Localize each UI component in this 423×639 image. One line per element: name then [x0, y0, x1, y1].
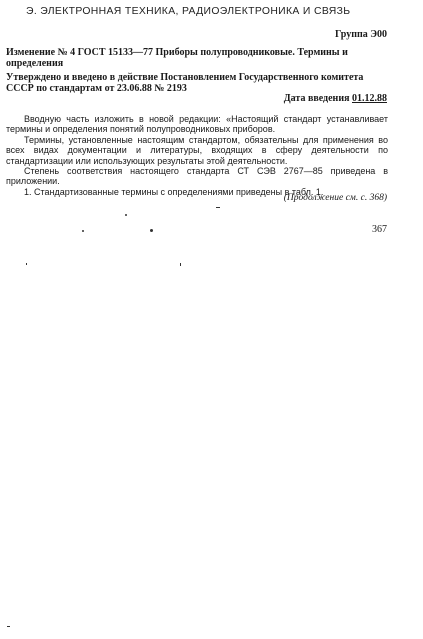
scan-speck — [7, 626, 10, 627]
body-paragraph: Степень соответствия настоящего стандарта СТ СЭВ 2767—85 приведена в приложении. — [6, 166, 388, 187]
scan-speck — [150, 229, 153, 232]
scan-speck — [216, 207, 220, 208]
scan-speck — [125, 214, 127, 216]
body-paragraph: 1. Стандартизованные термины с определениями приведены в табл. 1. — [24, 186, 324, 197]
body-text — [6, 114, 388, 197]
effective-date-value: 01.12.88 — [352, 93, 387, 104]
effective-date-line — [284, 93, 387, 104]
approval-statement: Утверждено и введено в действие Постановлением Государственного комитета СССР по стандартам от 23.06.88 № 2193 — [6, 72, 364, 94]
amendment-title: Изменение № 4 ГОСТ 15133—77 Приборы полупроводниковые. Термины и определения — [6, 47, 348, 69]
scan-speck — [26, 263, 27, 265]
effective-date-label: Дата введения — [283, 93, 350, 104]
scan-speck — [180, 263, 181, 266]
section-header: Э. ЭЛЕКТРОННАЯ ТЕХНИКА, РАДИОЭЛЕКТРОНИКА И СВЯЗЬ — [26, 6, 351, 17]
body-paragraph: Вводную часть изложить в новой редакции: «Настоящий стандарт устанавливает термины и определения понятий полупроводниковых приборов. — [6, 114, 388, 135]
continuation-note: (Продолжение см. с. 368) — [283, 193, 387, 203]
group-label: Группа Э00 — [335, 29, 387, 40]
body-paragraph: Термины, установленные настоящим стандартом, обязательны для применения во всех видах документации и литературы, входящих в сферу деятельности по стандартизации или использующих результаты этой деятельности. — [6, 134, 388, 166]
page-number: 367 — [372, 224, 387, 235]
scan-speck — [82, 230, 84, 232]
